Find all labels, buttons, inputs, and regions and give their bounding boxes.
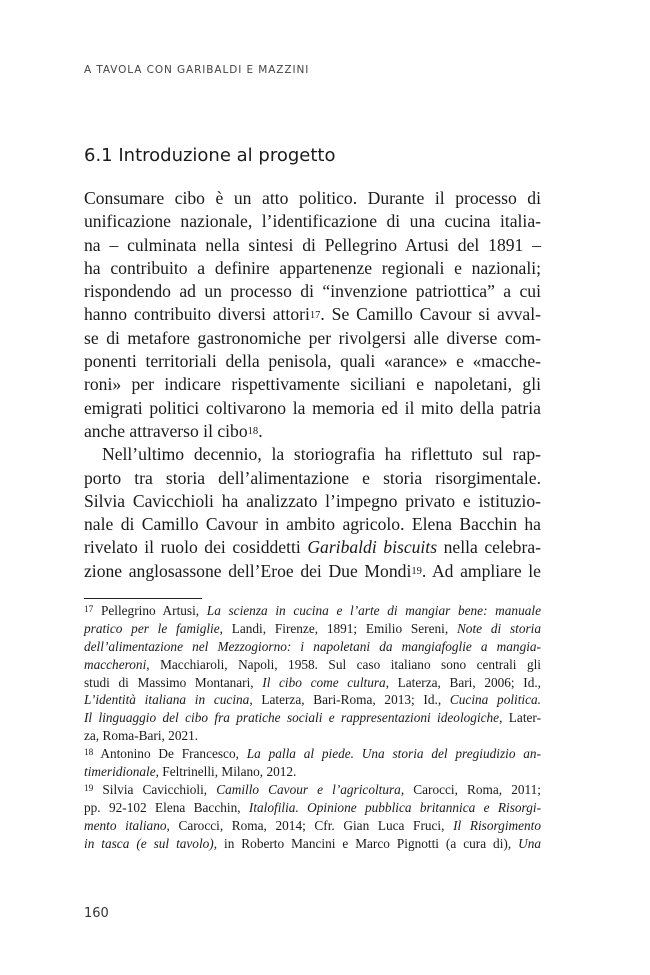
footnote-line: pratico per le famiglie, Landi, Firenze, 1891; Emilio Sereni, Note di storia: [84, 620, 541, 636]
text-line: se di metafore gastronomiche per rivolgersi alle diverse com-: [84, 327, 541, 348]
text-line: ponenti territoriali della penisola, quali «arance» e «macche-: [84, 351, 541, 372]
footnote-line: $^{17}$ Pellegrino Artusi, La scienza in cucina e l’arte di mangiar bene: manuale: [84, 603, 541, 618]
text-line: unificazione nazionale, l’identificazione di una cucina italia-: [84, 211, 541, 232]
text-line: anche attraverso il cibo$^{18}$.: [84, 420, 263, 441]
text-line: emigrati politici coltivarono la memoria ed il mito della patria: [84, 397, 541, 418]
footnote-separator: [84, 598, 202, 599]
text-line: Consumare cibo è un atto politico. Durante il processo di: [84, 188, 541, 208]
footnote-line: pp. 92-102 Elena Bacchin, Italofilia. Opinione pubblica britannica e Risorgi-: [84, 799, 541, 815]
footnote-line: Il linguaggio del cibo fra pratiche sociali e rappresentazioni ideologiche, Later-: [84, 710, 542, 726]
footnote-ref-19: 19: [411, 566, 422, 578]
italic-term: Garibaldi biscuits: [307, 537, 438, 558]
footnote-line: L’identità italiana in cucina, Laterza, Bari-Roma, 2013; Id., Cucina politica.: [84, 692, 541, 708]
text-line: roni» per indicare rispettivamente siciliani e napoletani, gli: [84, 374, 541, 395]
text-line: zione anglosassone dell’Eroe dei Due Mondi$^{19}$. Ad ampliare le: [84, 560, 541, 581]
footnote-line: $^{18}$ Antonino De Francesco, La palla al piede. Una storia del pregiudizio an-: [84, 746, 542, 762]
footnote-line: in tasca (e sul tavolo), in Roberto Mancini e Marco Pignotti (a cura di), Una: [84, 835, 541, 851]
text-line: Nell’ultimo decennio, la storiografia ha riflettuto sul rap-: [102, 444, 541, 465]
text-line: ha contribuito a definire appartenenze regionali e nazionali;: [84, 257, 541, 278]
footnote-ref-17: 17: [309, 309, 321, 321]
running-head: A TAVOLA CON GARIBALDI E MAZZINI: [84, 64, 310, 76]
body-text: [84, 187, 541, 583]
footnote-line: timeridionale, Feltrinelli, Milano, 2012.: [84, 764, 297, 780]
text-line: rispondendo ad un processo di “invenzione patriottica” a cui: [84, 281, 541, 302]
footnote-ref-18: 18: [247, 426, 259, 438]
footnote-line: $^{19}$ Silvia Cavicchioli, Camillo Cavour e l’agricoltura, Carocci, Roma, 2011;: [84, 781, 541, 797]
footnote-line: dell’alimentazione nel Mezzogiorno: i napoletani da mangiafoglie a mangia-: [84, 638, 541, 654]
section-title: 6.1 Introduzione al progetto: [84, 145, 336, 166]
footnote-number: 17: [84, 604, 94, 615]
text-line: rivelato il ruolo dei cosiddetti Garibaldi biscuits nella celebra-: [84, 537, 541, 558]
page-number: 160: [84, 906, 109, 921]
text-line: na – culminata nella sintesi di Pellegrino Artusi del 1891 –: [84, 234, 541, 255]
text-line: hanno contribuito diversi attori$^{17}$. Se Camillo Cavour si avval-: [84, 304, 541, 325]
footnote-line: maccheroni, Macchiaroli, Napoli, 1958. Sul caso italiano sono centrali gli: [84, 656, 541, 672]
footnotes: [84, 602, 541, 852]
text-line: nale di Camillo Cavour in ambito agricolo. Elena Bacchin ha: [84, 514, 541, 535]
footnote-number: 19: [84, 783, 94, 794]
footnote-line: za, Roma-Bari, 2021.: [84, 728, 199, 744]
text-line: Silvia Cavicchioli ha analizzato l’impegno privato e istituzio-: [84, 490, 541, 511]
footnote-line: studi di Massimo Montanari, Il cibo come cultura, Laterza, Bari, 2006; Id.,: [84, 674, 541, 690]
footnote-line: mento italiano, Carocci, Roma, 2014; Cfr. Gian Luca Fruci, Il Risorgimento: [84, 817, 542, 833]
footnote-number: 18: [84, 747, 94, 758]
text-line: porto tra storia dell’alimentazione e storia risorgimentale.: [84, 467, 541, 488]
